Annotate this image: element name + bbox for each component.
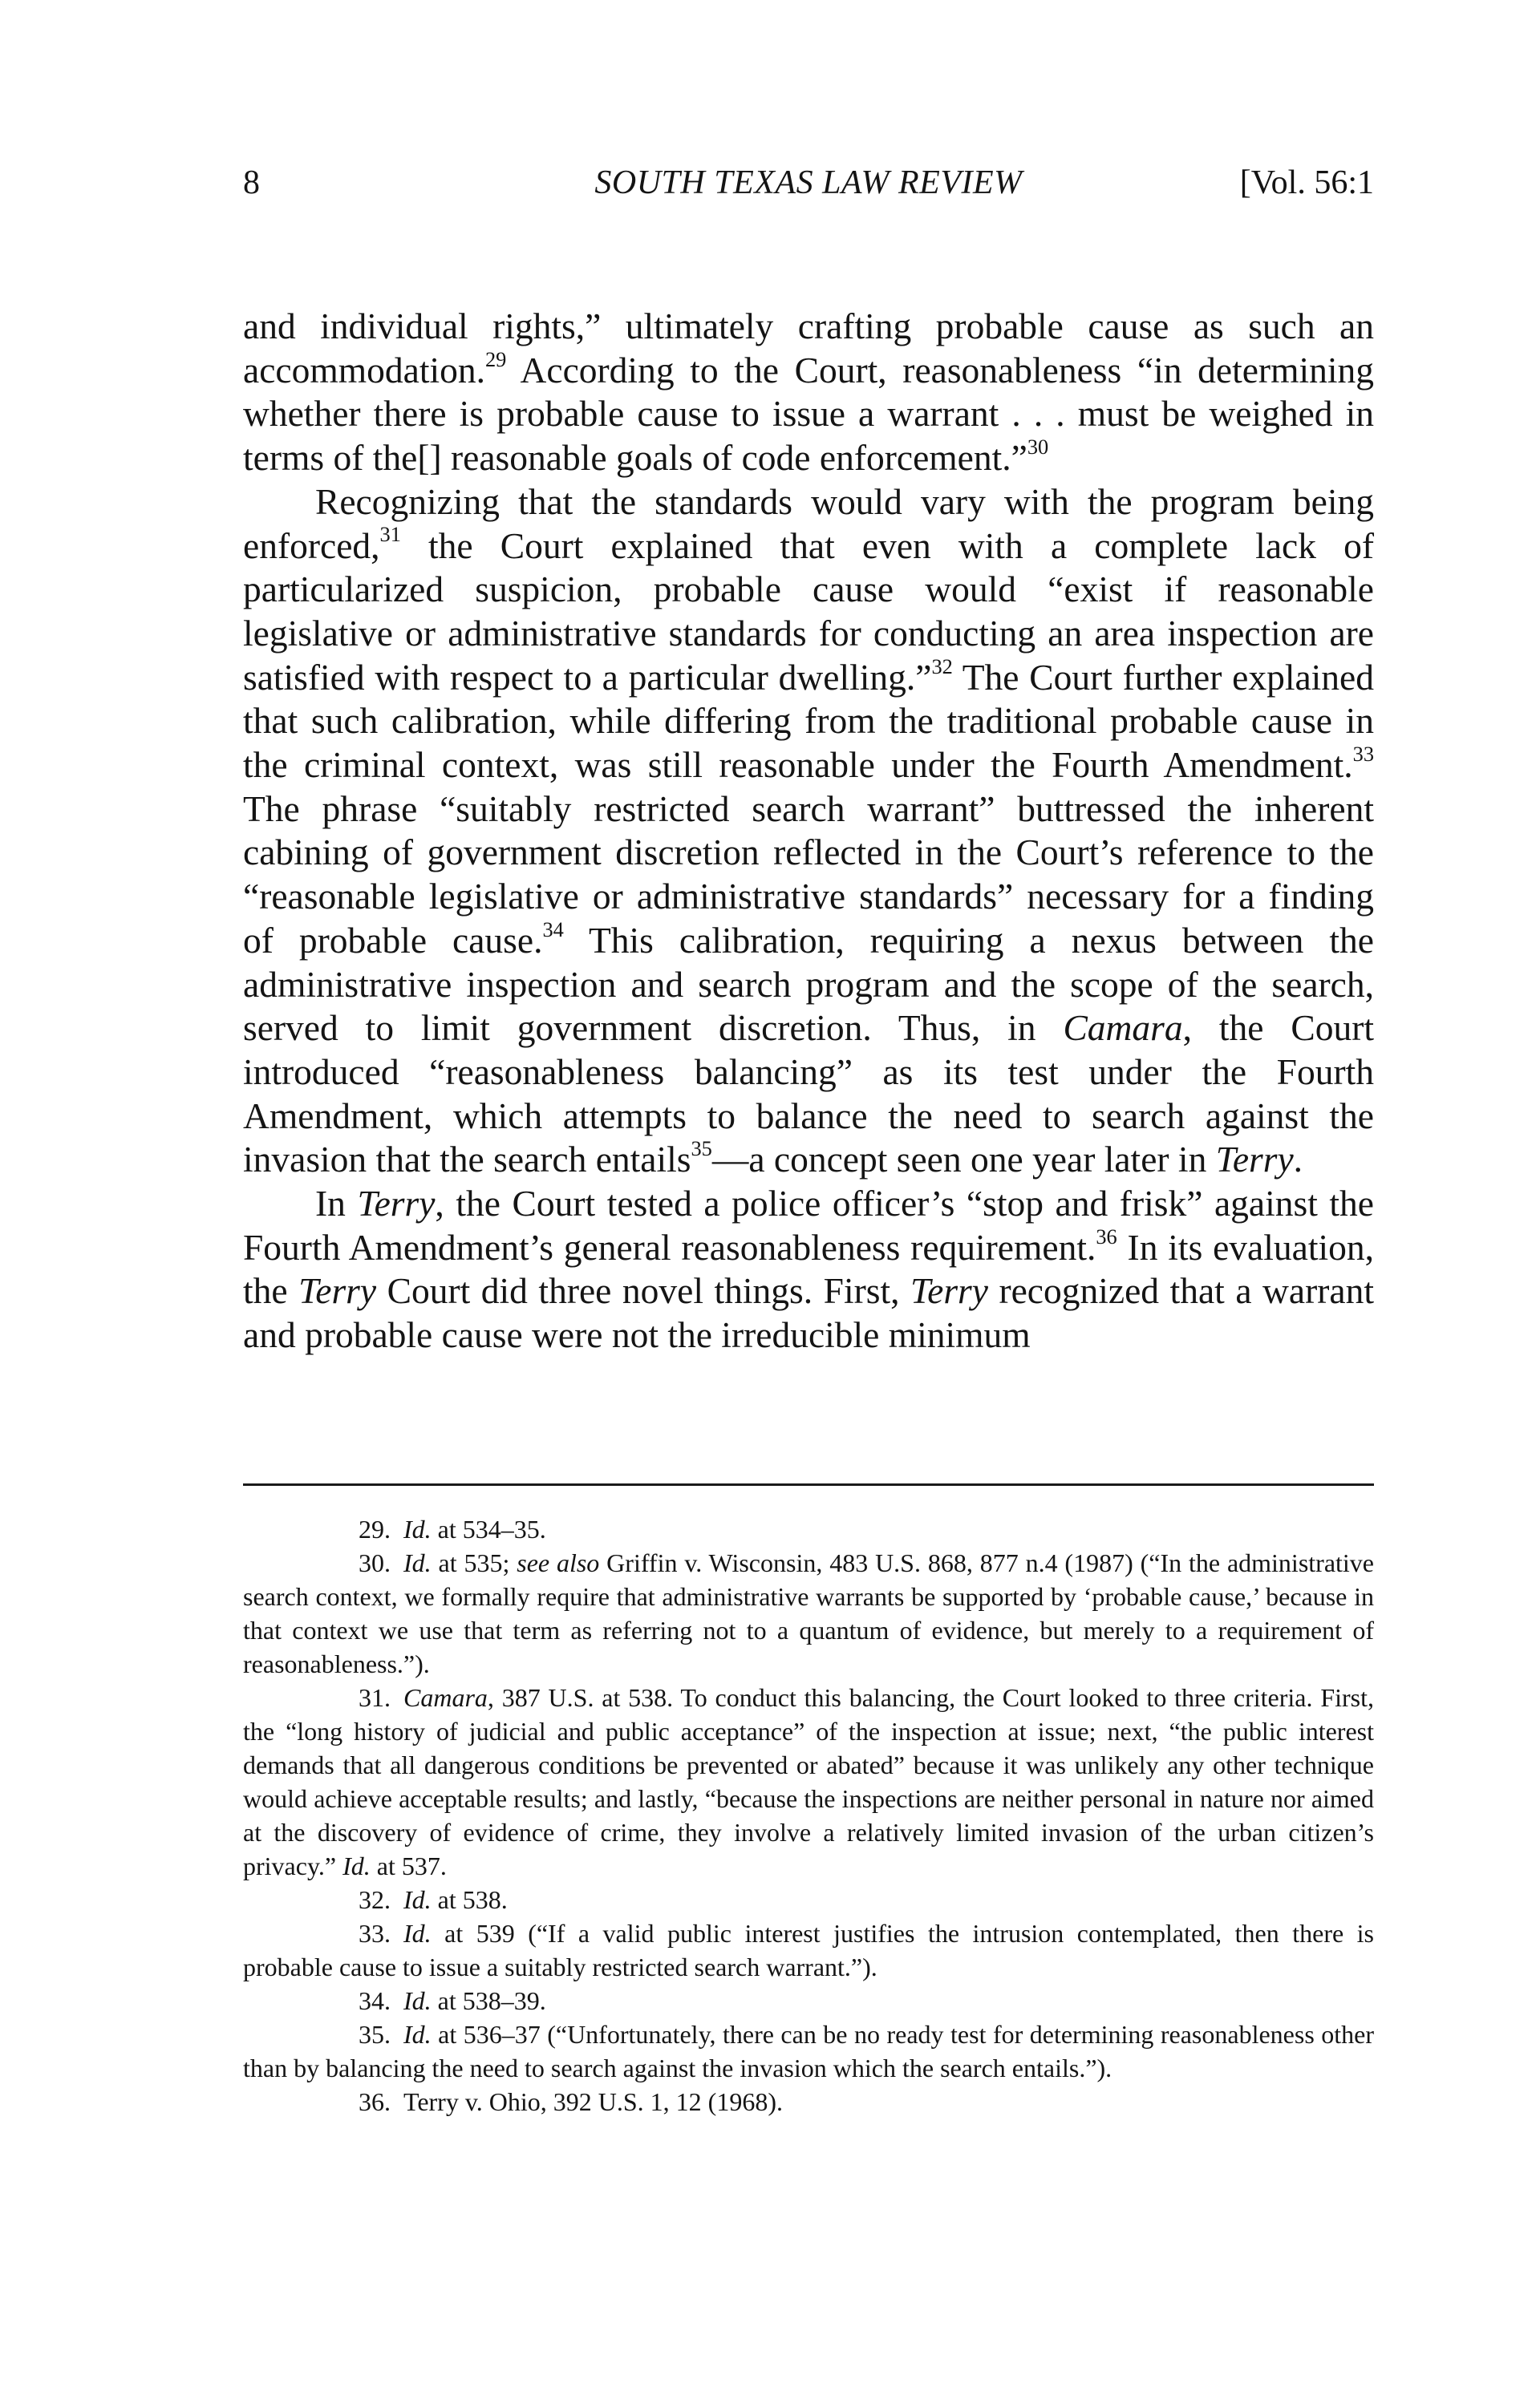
footnote-divider <box>243 1483 1374 1486</box>
text-run: at 534–35. <box>431 1515 546 1544</box>
footnote-ref-31[interactable]: 31 <box>379 522 401 547</box>
footnote-35 <box>243 2017 1374 2085</box>
text-run: . <box>1293 1139 1303 1180</box>
text-run: Recognizing that the standards would vary with the program being enforced, <box>243 480 1374 566</box>
footnote-31 <box>243 1681 1374 1883</box>
running-header <box>243 159 1374 207</box>
text-run: The Court further explained that such calibration, while differing from the traditional probable cause in the criminal context, was still reasonable under the Fourth Amendment. <box>243 656 1374 786</box>
text-run: at 537. <box>370 1852 447 1880</box>
footnote-number: 33. <box>359 1919 391 1948</box>
text-run: , 387 U.S. at 538. To conduct this balancing, the Court looked to three criteria. First, the “long history of judicial and public acceptance” of the inspection at issue; next, “the public interest demands that all dangerous conditions be prevented or abated” because it was unlikely any other technique would achieve acceptable results; and lastly, “because the inspections are neither personal in nature nor aimed at the discovery of evidence of crime, they involve a relatively limited invasion of the urban citizen’s privacy.” <box>243 1683 1374 1880</box>
text-run: and individual rights,” ultimately crafting probable cause as such an accommodation. <box>243 306 1374 391</box>
text-run: Griffin v. Wisconsin, 483 U.S. 868, 877 n.4 (1987) (“In the administrative search context, we formally require that administrative warrants be supported by ‘probable cause,’ because in that context we use that term as referring not to a quantum of evidence, but merely to a requirement of reasonableness.”). <box>243 1548 1375 1678</box>
case-name-camara: Camara <box>1063 1007 1183 1049</box>
citation-signal: Id. <box>342 1852 371 1880</box>
footnote-ref-33[interactable]: 33 <box>1352 741 1374 766</box>
footnote-number: 35. <box>359 2020 391 2049</box>
paragraph-3 <box>243 1182 1374 1358</box>
footnote-number: 30. <box>359 1548 391 1577</box>
footnote-ref-36[interactable]: 36 <box>1096 1224 1117 1249</box>
case-name-camara: Camara <box>403 1683 488 1712</box>
footnote-ref-35[interactable]: 35 <box>691 1136 712 1161</box>
text-run: Terry v. Ohio, 392 U.S. 1, 12 (1968). <box>403 2087 783 2116</box>
paragraph-1 <box>243 305 1374 480</box>
paragraph-2 <box>243 480 1374 1182</box>
footnotes-section <box>243 1512 1374 2119</box>
footnote-ref-34[interactable]: 34 <box>542 917 564 941</box>
main-text <box>243 305 1374 1358</box>
footnote-number: 32. <box>359 1885 391 1914</box>
text-run: , the Court tested a police officer’s “stop and frisk” against the Fourth Amendment’s general reasonableness requirement. <box>243 1183 1374 1268</box>
footnote-ref-29[interactable]: 29 <box>484 346 507 371</box>
citation-signal: Id. <box>403 1986 432 2015</box>
footnote-ref-32[interactable]: 32 <box>931 654 953 678</box>
text-run: at 535; <box>431 1548 517 1577</box>
text-run: , the Court introduced “reasonableness balancing” as its test under the Fourth Amendment, which attempts to balance the need to search against the invasion that the search entails <box>243 1007 1375 1180</box>
text-run: at 539 (“If a valid public interest justifies the intrusion contemplated, then there is probable cause to issue a suitably restricted search warrant.”). <box>243 1919 1374 1981</box>
footnote-number: 36. <box>359 2087 391 2116</box>
citation-signal: Id. <box>403 2020 432 2049</box>
footnote-number: 34. <box>359 1986 391 2015</box>
case-name-terry: Terry <box>357 1183 436 1224</box>
citation-signal: Id. <box>403 1515 432 1544</box>
text-run: at 538–39. <box>431 1986 546 2015</box>
text-run: In its evaluation, the <box>243 1226 1374 1312</box>
footnote-36 <box>243 2085 1374 2119</box>
text-run: According to the Court, reasonableness “in determining whether there is probable cause to issue a warrant . . . must be weighed in terms of the[] reasonable goals of code enforcement.” <box>243 349 1374 479</box>
text-run: at 538. <box>431 1885 508 1914</box>
text-run: In <box>315 1183 358 1224</box>
citation-signal: see also <box>517 1548 600 1577</box>
citation-signal: Id. <box>403 1885 432 1914</box>
footnote-ref-30[interactable]: 30 <box>1027 435 1049 459</box>
text-run: The phrase “suitably restricted search warrant” buttressed the inherent cabining of government discretion reflected in the Court’s reference to the “reasonable legislative or administrative standards” necessary for a finding of probable cause. <box>243 787 1374 961</box>
citation-signal: Id. <box>403 1548 432 1577</box>
volume-label: [Vol. 56:1 <box>1239 164 1374 201</box>
text-run: at 536–37 (“Unfortunately, there can be no ready test for determining reasonableness other than by balancing the need to search against the invasion which the search entails.”). <box>243 2020 1374 2082</box>
case-name-terry: Terry <box>1215 1139 1294 1180</box>
text-run: recognized that a warrant and probable cause were not the irreducible minimum <box>243 1270 1374 1356</box>
text-run: This calibration, requiring a nexus between the administrative inspection and search program and the scope of the search, served to limit government discretion. Thus, in <box>243 919 1374 1049</box>
footnote-number: 29. <box>359 1515 391 1544</box>
footnote-33 <box>243 1916 1374 1984</box>
footnote-29 <box>243 1512 1374 1546</box>
footnote-32 <box>243 1883 1374 1916</box>
journal-title: SOUTH TEXAS LAW REVIEW <box>594 164 1023 201</box>
footnote-34 <box>243 1984 1374 2017</box>
footnote-number: 31. <box>359 1683 391 1712</box>
text-run: Court did three novel things. First, <box>376 1270 910 1312</box>
case-name-terry: Terry <box>910 1270 988 1312</box>
footnote-30 <box>243 1546 1374 1681</box>
text-run: the Court explained that even with a complete lack of particularized suspicion, probable cause would “exist if reasonable legislative or administrative standards for conducting an area inspection are satisfied with respect to a particular dwelling.” <box>243 524 1374 698</box>
citation-signal: Id. <box>403 1919 432 1948</box>
page-number: 8 <box>243 164 260 201</box>
text-run: —a concept seen one year later in <box>711 1139 1216 1180</box>
case-name-terry: Terry <box>298 1270 377 1312</box>
